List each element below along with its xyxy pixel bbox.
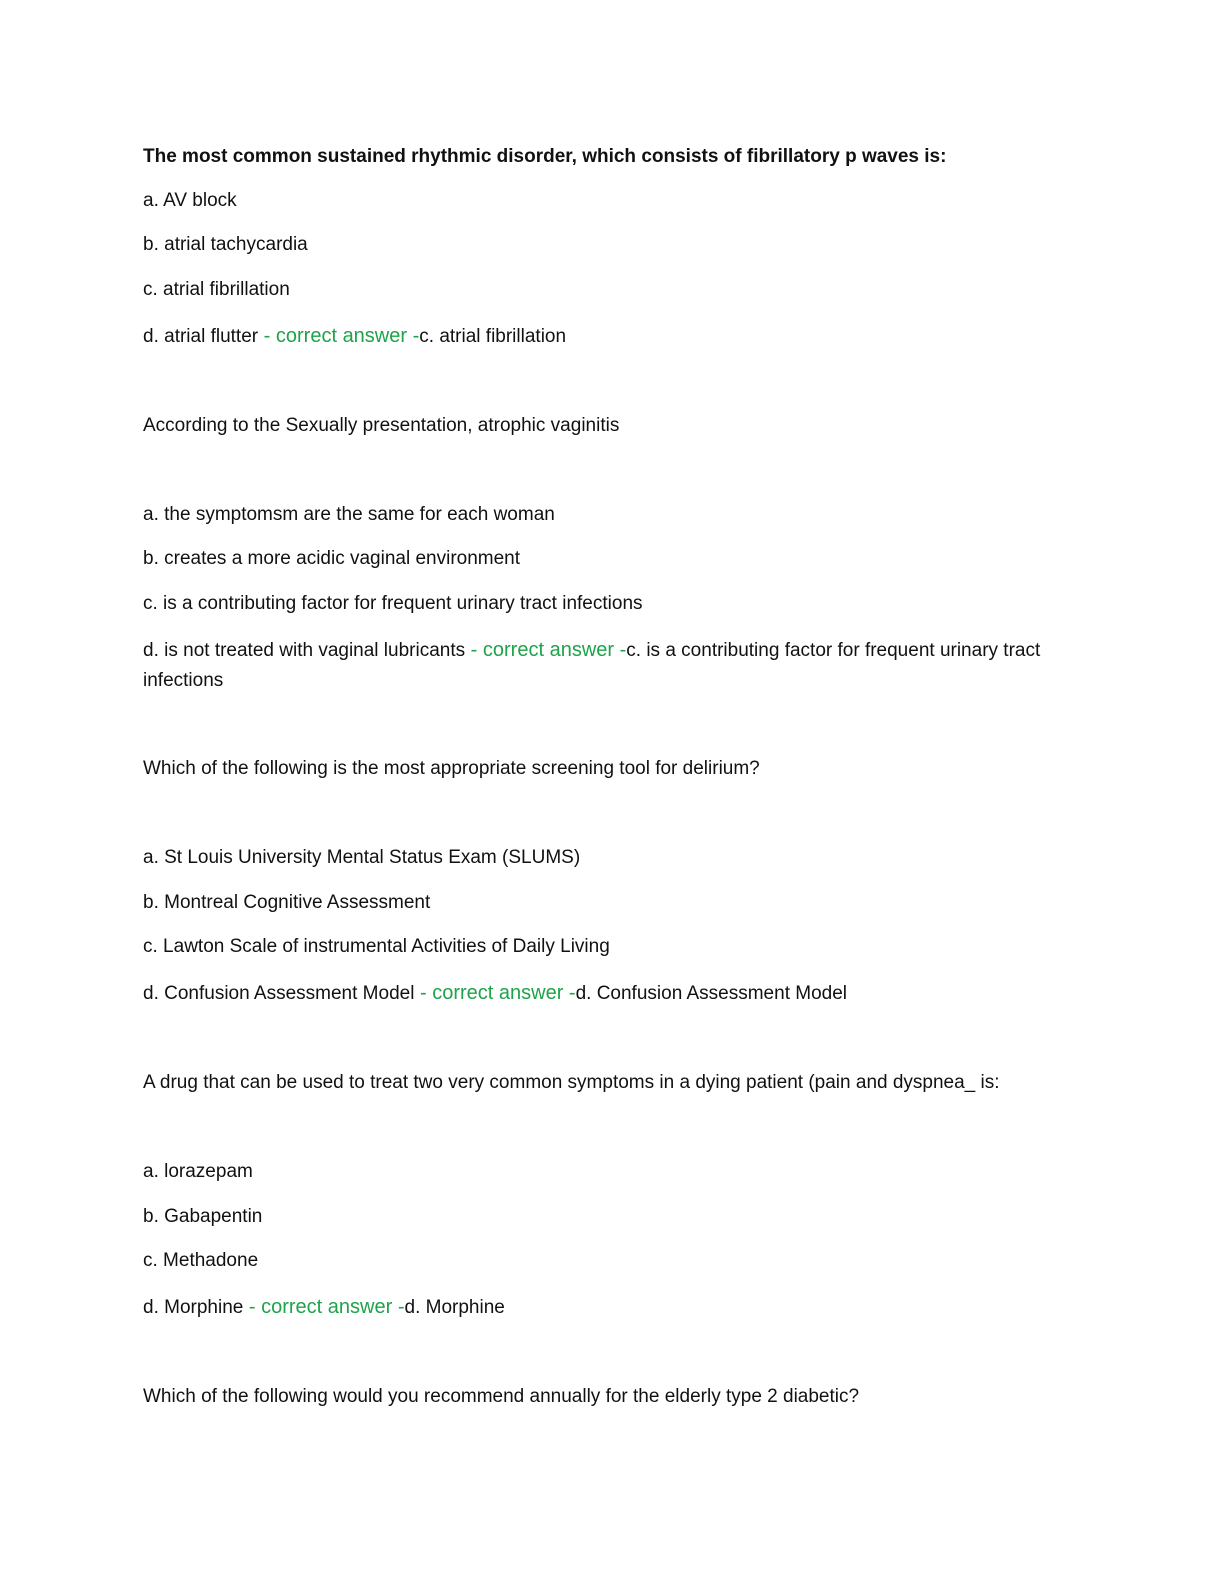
question-2-option-b: b. creates a more acidic vaginal environment [143, 548, 521, 569]
correct-answer-marker: - correct answer - [414, 982, 576, 1004]
question-4-option-a: a. lorazepam [143, 1161, 253, 1182]
question-4-option-d-answer [143, 1292, 1083, 1323]
question-1-option-c: c. atrial fibrillation [143, 279, 290, 300]
question-3-option-a: a. St Louis University Mental Status Exam (SLUMS) [143, 847, 581, 868]
question-1-option-a: a. AV block [143, 190, 237, 211]
question-2-option-c: c. is a contributing factor for frequent urinary tract infections [143, 593, 643, 614]
question-2-option-d: d. is not treated with vaginal lubricants [143, 640, 466, 661]
question-4-option-b: b. Gabapentin [143, 1206, 263, 1227]
question-2-option-d-answer [143, 635, 1083, 696]
question-1-option-d: d. atrial flutter [143, 326, 259, 347]
question-2-answer: c. is a contributing factor for frequent urinary tract infections [143, 640, 1041, 691]
question-1-prompt: The most common sustained rhythmic disorder, which consists of fibrillatory p waves is: [143, 146, 947, 167]
question-4-answer: d. Morphine [404, 1297, 505, 1318]
question-3-option-d: d. Confusion Assessment Model [143, 983, 415, 1004]
question-4-option-c: c. Methadone [143, 1250, 259, 1271]
question-3-answer: d. Confusion Assessment Model [575, 983, 847, 1004]
question-3-prompt: Which of the following is the most appropriate screening tool for delirium? [143, 758, 760, 779]
question-2-prompt: According to the Sexually presentation, atrophic vaginitis [143, 415, 620, 436]
question-2-option-a: a. the symptomsm are the same for each woman [143, 504, 555, 525]
question-5-prompt: Which of the following would you recommend annually for the elderly type 2 diabetic? [143, 1386, 860, 1407]
question-3-option-b: b. Montreal Cognitive Assessment [143, 892, 431, 913]
correct-answer-marker: - correct answer - [465, 639, 627, 661]
question-1-option-b: b. atrial tachycardia [143, 234, 308, 255]
question-3-option-d-answer [143, 978, 1083, 1009]
question-4-prompt: A drug that can be used to treat two very common symptoms in a dying patient (pain and dyspnea_ is: [143, 1072, 1000, 1093]
question-1-option-d-answer [143, 321, 1083, 352]
correct-answer-marker: - correct answer - [258, 325, 420, 347]
question-3-option-c: c. Lawton Scale of instrumental Activities of Daily Living [143, 936, 610, 957]
correct-answer-marker: - correct answer - [243, 1296, 405, 1318]
question-4-option-d: d. Morphine [143, 1297, 244, 1318]
question-1-answer: c. atrial fibrillation [419, 326, 567, 347]
